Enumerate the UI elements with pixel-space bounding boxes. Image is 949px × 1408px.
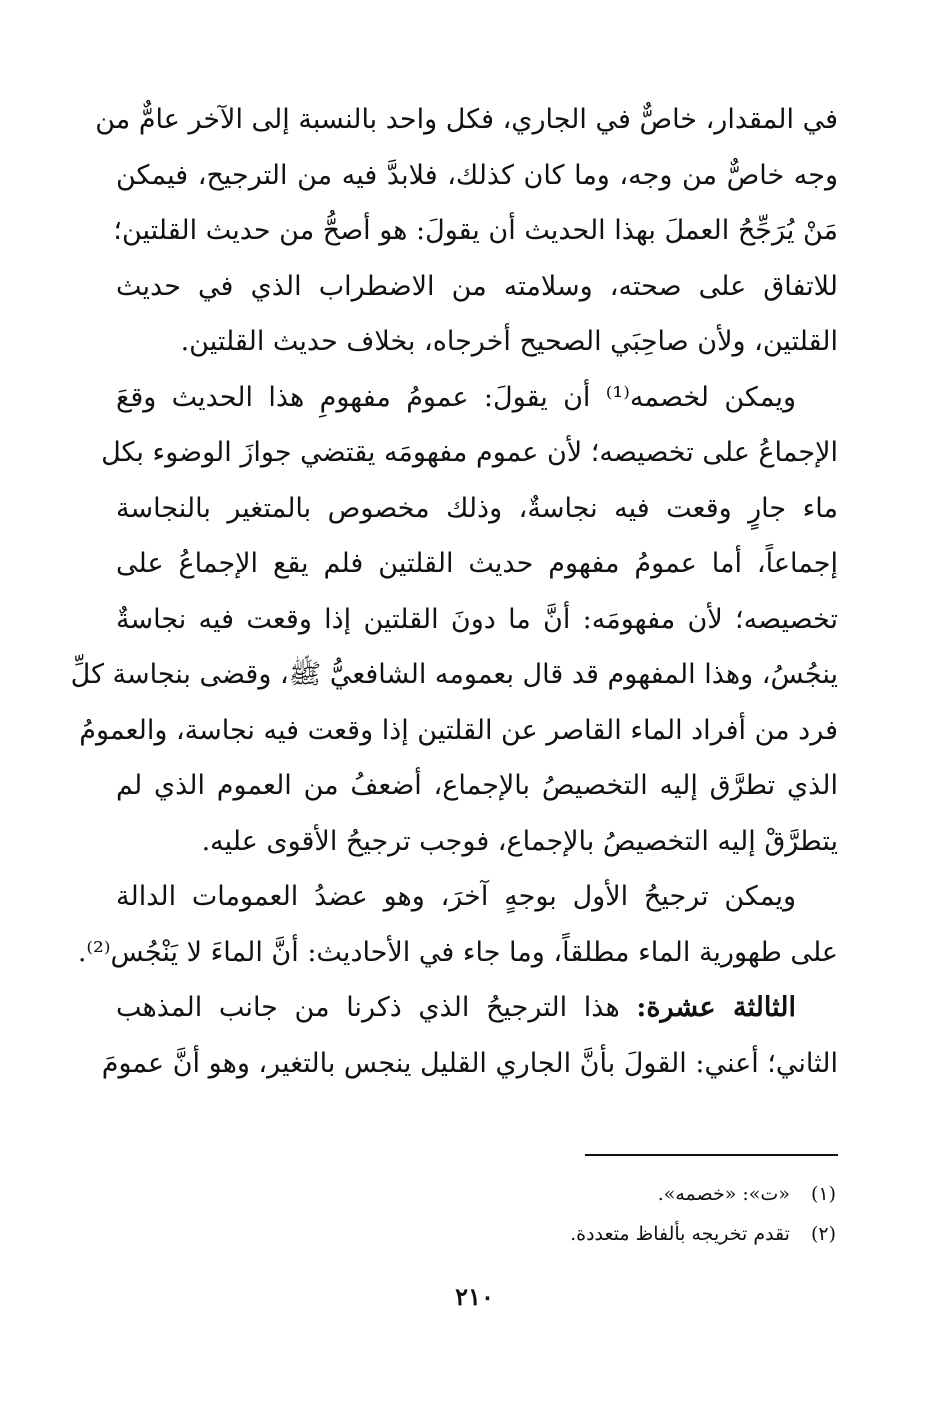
paragraph-3 (77, 869, 838, 980)
text-line: تخصيصه؛ لأن مفهومَه: أنَّ ما دونَ القلتين إذا وقعت فيه نجاسةٌ (116, 603, 838, 635)
text-line: فرد من أفراد الماء القاصر عن القلتين إذا وقعت فيه نجاسة، والعمومُ (79, 714, 838, 746)
text-line: للاتفاق على صحته، وسلامته من الاضطراب الذي في حديث (116, 270, 838, 302)
text-line: الثاني؛ أعني: القولَ بأنَّ الجاري القليل ينجس بالتغير، وهو أنَّ عمومَ (101, 1047, 838, 1079)
text-line: الإجماعُ على تخصيصه؛ لأن عموم مفهومَه يقتضي جوازَ الوضوء بكل (101, 437, 838, 468)
section-heading: الثالثة عشرة: (636, 992, 796, 1023)
text-line: يتطرَّقْ إليه التخصيصُ بالإجماع، فوجب ترجيحُ الأقوى عليه. (201, 825, 838, 857)
text-line: إجماعاً، أما عمومُ مفهوم حديث القلتين فلم يقع الإجماعُ على (116, 548, 838, 579)
footnote-text: «ت»: «خصمه». (657, 1183, 790, 1205)
text-line: على طهورية الماء مطلقاً، وما جاء في الأحاديث: أنَّ الماءَ لا يَنْجُس⁽²⁾. (77, 936, 838, 968)
page-body (70, 92, 838, 1091)
text-line: ينجُسُ، وهذا المفهوم قد قال بعمومه الشافعيُّ ﷺ، وقضى بنجاسة كلِّ (70, 659, 838, 690)
footnote (236, 1174, 836, 1214)
footnote-text: تقدم تخريجه بألفاظ متعددة. (570, 1223, 790, 1245)
text-line: ويمكن ترجيحُ الأول بوجهٍ آخرَ، وهو عضدُ العمومات الدالة (116, 881, 796, 912)
text-line: في المقدار، خاصٌّ في الجاري، فكل واحد بالنسبة إلى الآخر عامٌّ من (95, 104, 838, 135)
text-line: القلتين، ولأن صاحِبَي الصحيح أخرجاه، بخلاف حديث القلتين. (180, 326, 838, 357)
text-line: وجه خاصٌّ من وجه، وما كان كذلك، فلابدَّ فيه من الترجيح، فيمكن (116, 159, 838, 191)
footnote-number: (٢) (810, 1223, 836, 1245)
text-line: ماء جارٍ وقعت فيه نجاسةٌ، وذلك مخصوص بالمتغير بالنجاسة (116, 492, 838, 524)
paragraph-1 (95, 92, 838, 370)
footnote-divider (585, 1154, 838, 1156)
paragraph-2 (70, 370, 838, 870)
text-line: ويمكن لخصمه⁽¹⁾ أن يقولَ: عمومُ مفهومِ هذا الحديث وقعَ (116, 381, 796, 413)
text-line: مَنْ يُرَجِّحُ العملَ بهذا الحديث أن يقولَ: هو أصحُّ من حديث القلتين؛ (113, 215, 838, 246)
footnote-number: (١) (810, 1183, 836, 1205)
footnote (236, 1214, 836, 1254)
page-number: ٢١٠ (455, 1282, 494, 1311)
text-line (116, 980, 838, 1036)
footnotes (236, 1174, 836, 1254)
text-fragment: هذا الترجيحُ الذي ذكرنا من جانب المذهب (116, 992, 620, 1023)
text-line: الذي تطرَّق إليه التخصيصُ بالإجماع، أضعفُ من العموم الذي لم (116, 770, 838, 801)
paragraph-4 (101, 980, 838, 1091)
